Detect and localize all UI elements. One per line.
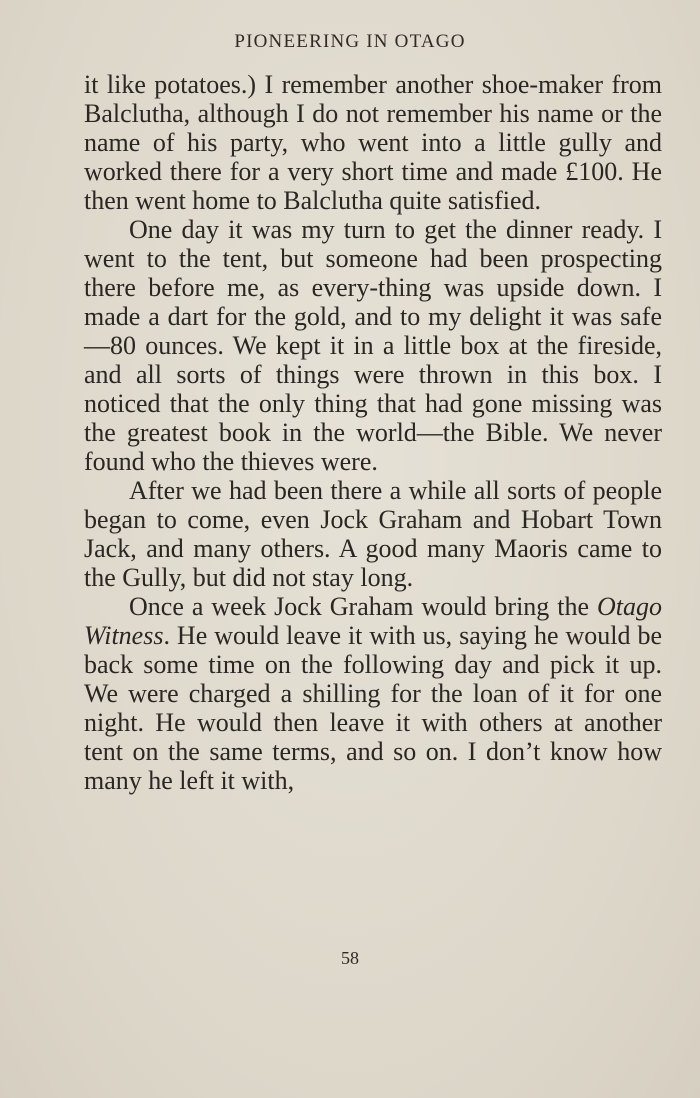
body-text xyxy=(84,70,662,795)
running-head: PIONEERING IN OTAGO xyxy=(234,31,466,52)
paragraph-4-start: Once a week Jock Graham would bring the xyxy=(129,592,597,621)
paragraph-4 xyxy=(84,592,662,795)
paragraph-4-end: . He would leave it with us, saying he would be back some time on the following day and pick it up. We were charged a shilling for the loan of it for one night. He would then leave it with others at another tent on the same terms, and so on. I don’t know how many he left it with, xyxy=(84,621,662,795)
page-number: 58 xyxy=(341,948,359,968)
paragraph-2: One day it was my turn to get the dinner ready. I went to the tent, but someone had been prospecting there before me, as every-thing was upside down. I made a dart for the gold, and to my delight it was safe—80 ounces. We kept it in a little box at the fireside, and all sorts of things were thrown in this box. I noticed that the only thing that had gone missing was the greatest book in the world—the Bible. We never found who the thieves were. xyxy=(84,215,662,476)
paragraph-3: After we had been there a while all sorts of people began to come, even Jock Graham and Hobart Town Jack, and many others. A good many Maoris came to the Gully, but did not stay long. xyxy=(84,476,662,592)
paragraph-1: it like potatoes.) I remember another shoe-maker from Balclutha, although I do not remember his name or the name of his party, who went into a little gully and worked there for a very short time and made £100. He then went home to Balclutha quite satisfied. xyxy=(84,70,662,215)
newspaper-title: Otago Witness xyxy=(84,592,662,650)
